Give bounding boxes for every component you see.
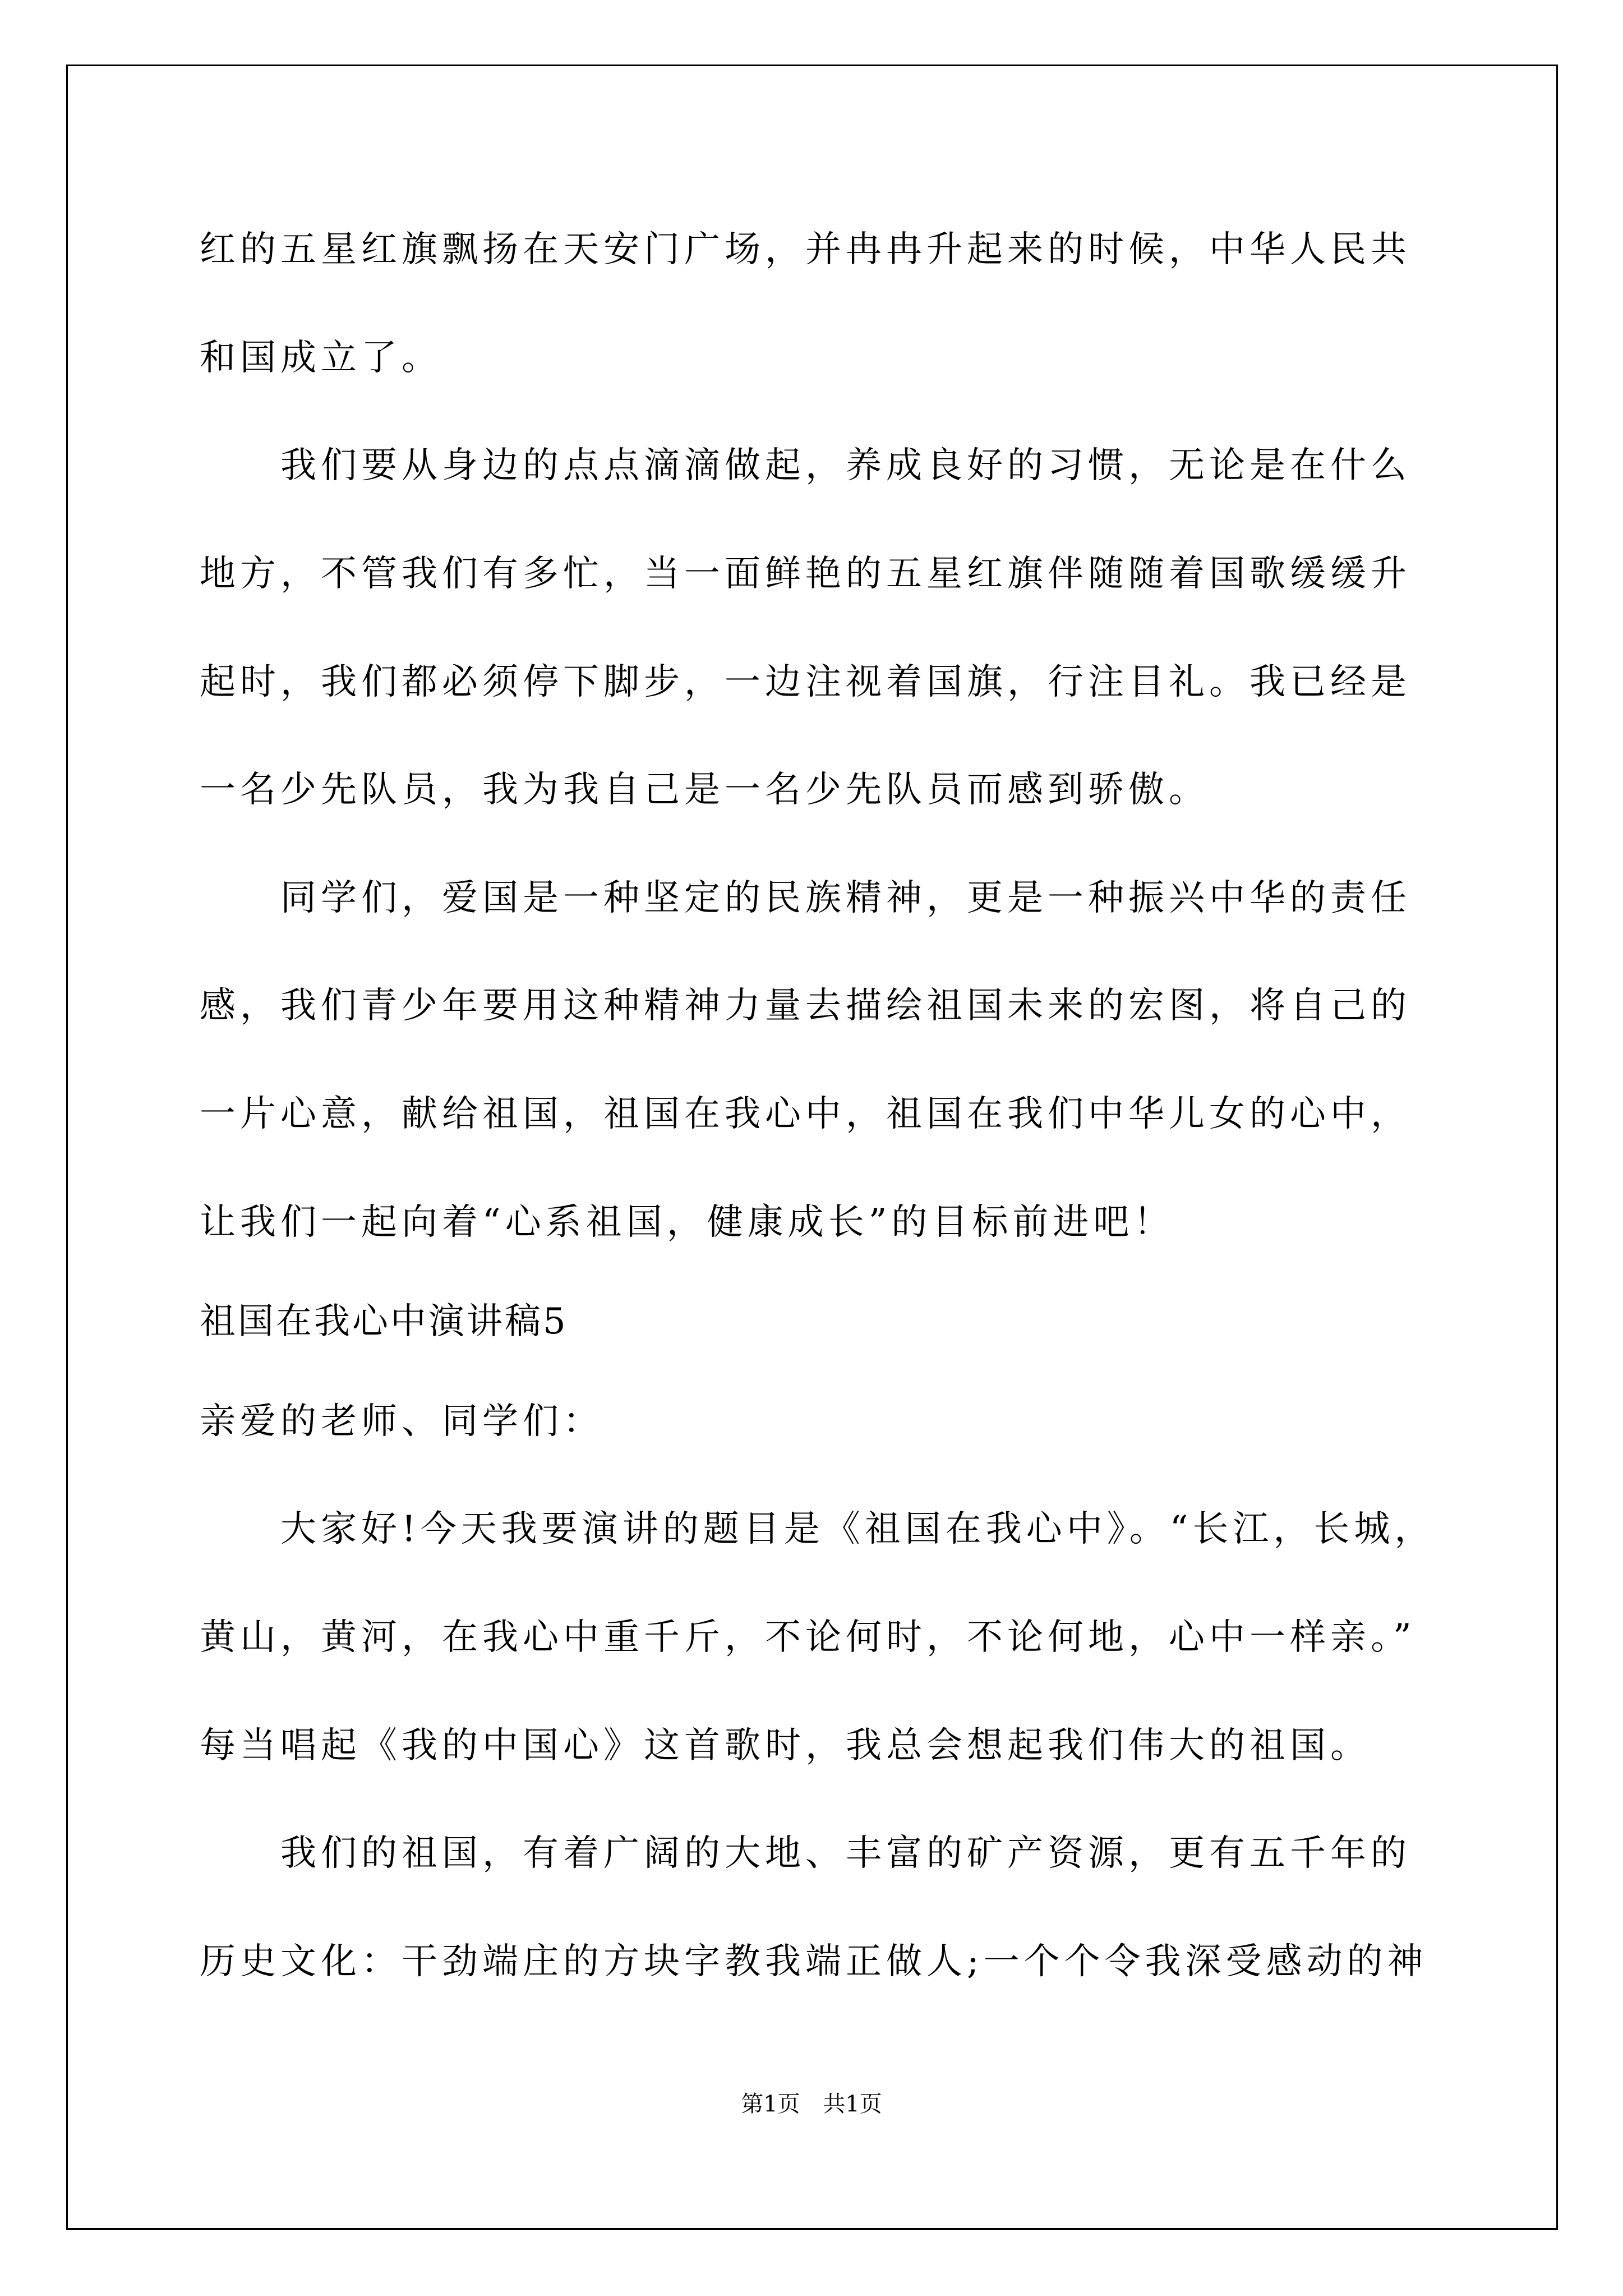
section-title: 祖国在我心中演讲稿5 xyxy=(200,1301,568,1342)
paragraph-line: 起时，我们都必须停下脚步，一边注视着国旗，行注目礼。我已经是 xyxy=(200,661,1411,703)
salutation: 亲爱的老师、同学们： xyxy=(200,1401,603,1442)
page-border xyxy=(66,65,1558,2230)
paragraph-line: 地方，不管我们有多忙，当一面鲜艳的五星红旗伴随随着国歌缓缓升 xyxy=(200,553,1411,595)
page-total: 共1页 xyxy=(823,2091,882,2117)
paragraph-line: 一名少先队员，我为我自己是一名少先队员而感到骄傲。 xyxy=(200,769,1209,811)
paragraph-line: 黄山，黄河，在我心中重千斤，不论何时，不论何地，心中一样亲。” xyxy=(200,1617,1416,1658)
paragraph-line: 大家好!今天我要演讲的题目是《祖国在我心中》。“长江，长城， xyxy=(280,1508,1435,1550)
paragraph-line: 历史文化：干劲端庄的方块字教我端正做人;一个个令我深受感动的神 xyxy=(200,1941,1428,1982)
page-footer xyxy=(0,2090,1623,2118)
paragraph-line: 每当唱起《我的中国心》这首歌时，我总会想起我们伟大的祖国。 xyxy=(200,1725,1371,1766)
paragraph-line: 一片心意，献给祖国，祖国在我心中，祖国在我们中华儿女的心中， xyxy=(200,1093,1411,1135)
paragraph-line: 同学们，爱国是一种坚定的民族精神，更是一种振兴中华的责任 xyxy=(280,877,1411,919)
page-number: 第1页 xyxy=(741,2091,800,2117)
paragraph-line: 我们要从身边的点点滴滴做起，养成良好的习惯，无论是在什么 xyxy=(280,445,1411,486)
paragraph-line: 我们的祖国，有着广阔的大地、丰富的矿产资源，更有五千年的 xyxy=(280,1833,1411,1874)
paragraph-line: 和国成立了。 xyxy=(200,337,442,379)
paragraph-line: 感，我们青少年要用这种精神力量去描绘祖国未来的宏图，将自己的 xyxy=(200,985,1411,1027)
paragraph-line: 让我们一起向着“心系祖国，健康成长”的目标前进吧！ xyxy=(200,1202,1174,1243)
paragraph-line: 红的五星红旗飘扬在天安门广场，并冉冉升起来的时候，中华人民共 xyxy=(200,229,1411,270)
